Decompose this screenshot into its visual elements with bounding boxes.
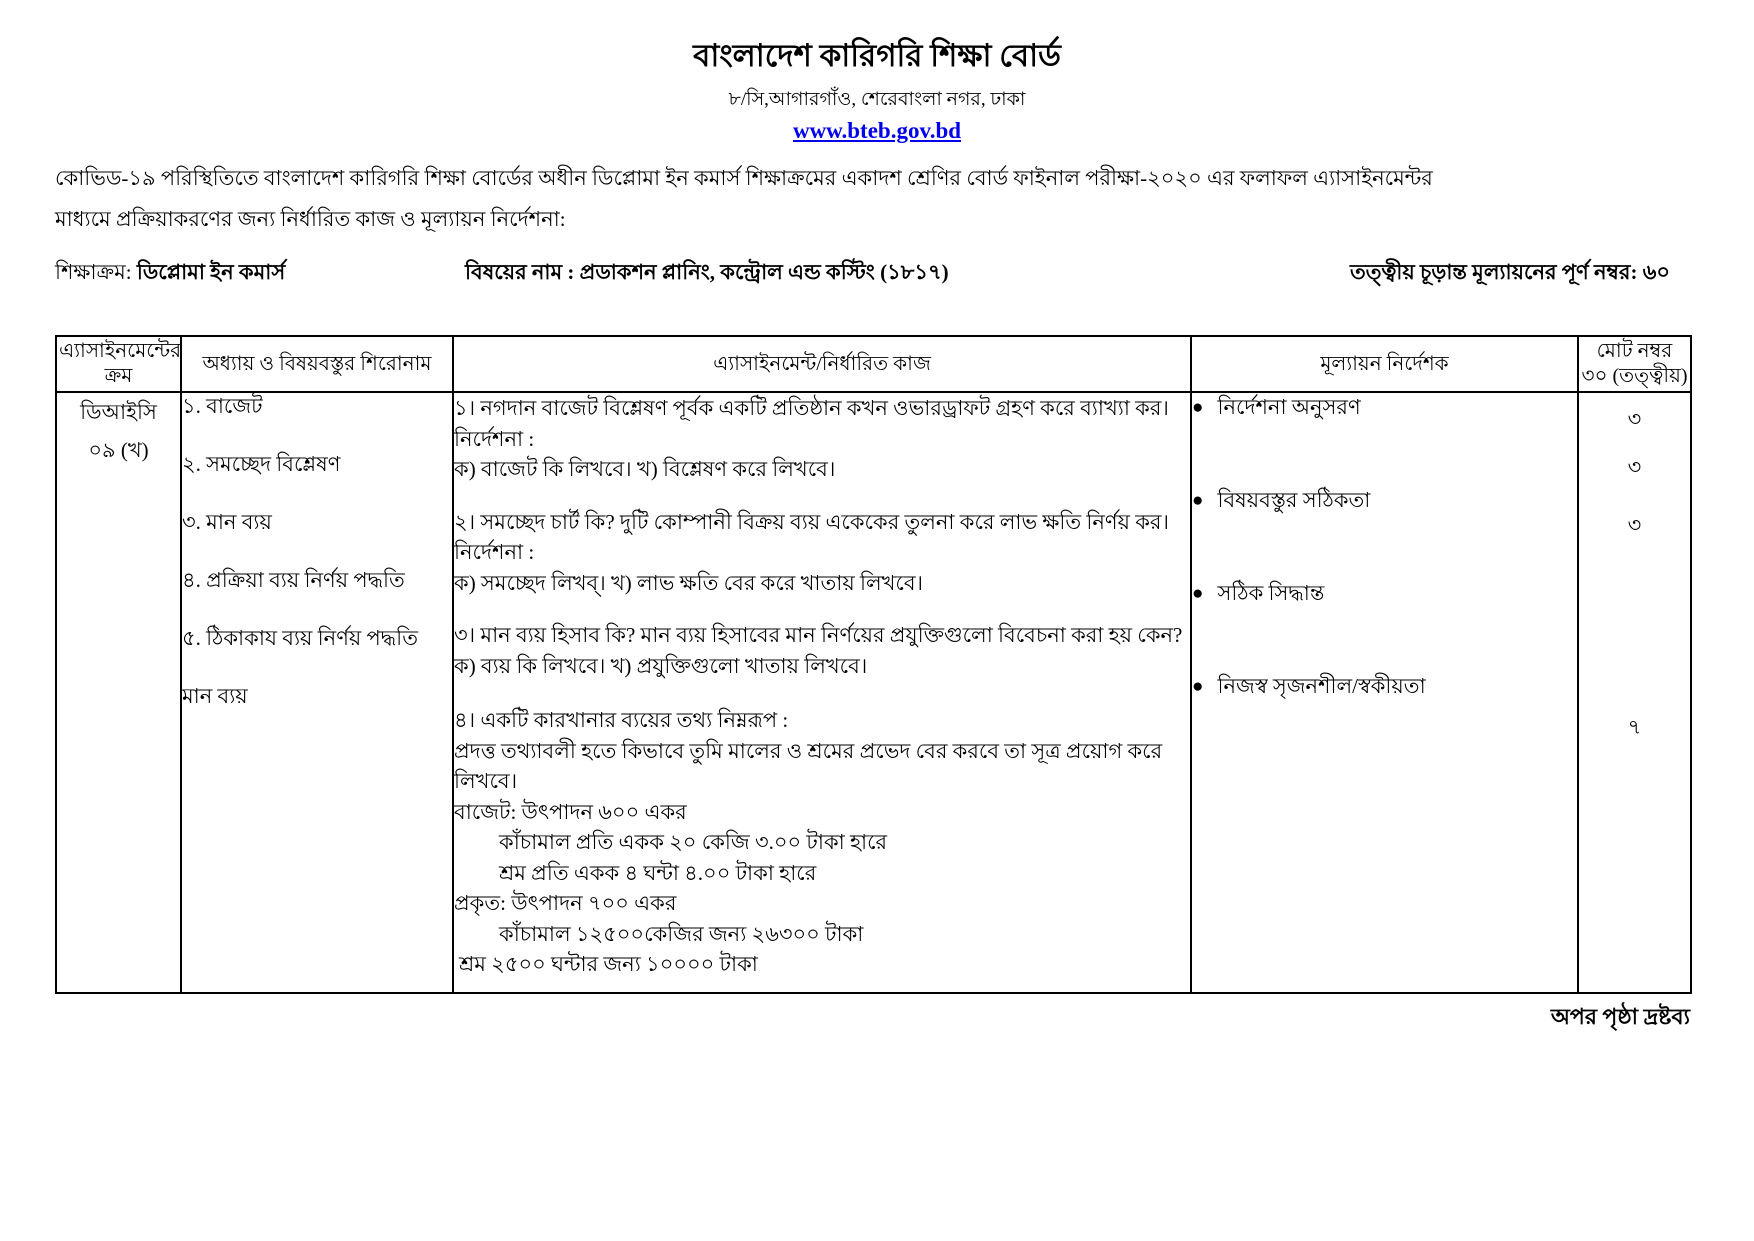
indicator-label: বিষয়বস্তুর সঠিকতা	[1217, 488, 1371, 512]
table-header-row	[56, 336, 1691, 392]
assignment-line: শ্রম প্রতি একক ৪ ঘন্টা ৪.০০ টাকা হারে	[499, 860, 817, 885]
chapter-item: ৩. মান ব্যয়	[182, 510, 272, 534]
indicator-item	[1192, 393, 1577, 422]
header-total-marks-line1: মোট নম্বর	[1596, 340, 1673, 362]
indicator-label: সঠিক সিদ্ধান্ত	[1217, 581, 1325, 605]
header-total-marks	[1578, 336, 1691, 392]
indicators-cell	[1191, 392, 1578, 993]
assignment-line: ক) সমচ্ছেদ লিখব্। খ) লাভ ক্ষতি বের করে খাতায় লিখবে।	[454, 570, 924, 595]
serial-number: ০৯ (খ)	[88, 438, 149, 462]
org-title: বাংলাদেশ কারিগরি শিক্ষা বোর্ড	[693, 38, 1061, 73]
mark-value: ৩	[1627, 455, 1642, 479]
mark-value: ৩	[1627, 407, 1642, 431]
header-assignment-serial-line1: এ্যাসাইনমেন্টের	[59, 340, 182, 362]
indicator-item	[1192, 579, 1577, 608]
spacer	[454, 485, 1190, 507]
header-assigned-work: এ্যাসাইনমেন্ট/নির্ধারিত কাজ	[453, 336, 1191, 392]
assignment-line: বাজেট: উৎপাদন ৬০০ একর	[454, 799, 687, 824]
header-chapter-title: অধ্যায় ও বিষয়বস্তুর শিরোনাম	[181, 336, 453, 392]
indicator-label: নিজস্ব সৃজনশীল/স্বকীয়তা	[1217, 674, 1426, 698]
bullet-icon: ●	[1192, 583, 1204, 604]
header-assignment-serial-line2: ক্রম	[104, 365, 133, 387]
course-info-line	[55, 256, 1690, 290]
chapters-cell	[181, 392, 453, 993]
assignment-line: ১। নগদান বাজেট বিশ্লেষণ পূর্বক একটি প্রতিষ্ঠান কখন ওভারড্রাফট গ্রহণ করে ব্যাখ্যা কর।	[454, 396, 1169, 420]
chapter-item: ৫. ঠিকাকায ব্যয় নির্ণয় পদ্ধতি	[182, 626, 418, 650]
assignment-line: ক) ব্যয় কি লিখবে। খ) প্রযুক্তিগুলো খাতায় লিখবে।	[454, 653, 868, 678]
assignment-line: নির্দেশনা :	[454, 540, 535, 564]
serial-cell	[56, 392, 181, 993]
header-assignment-serial	[56, 336, 181, 392]
header-total-marks-line2: ৩০ (তত্ত্বীয়)	[1581, 365, 1688, 387]
assignment-line: ক) বাজেট কি লিখবে। খ) বিশ্লেষণ করে লিখবে।	[454, 457, 836, 481]
chapter-item: ১. বাজেট	[182, 394, 263, 418]
intro-paragraph: কোভিড-১৯ পরিস্থিতিতে বাংলাদেশ কারিগরি শিক্ষা বোর্ডের অধীন ডিপ্লোমা ইন কমার্স শিক্ষাক্রমের একাদশ শ্রেণির বোর্ড ফাইনাল পরীক্ষা-২০২০ এর ফলাফল এ্যাসাইনমেন্টর মাধ্যমে প্রক্রিয়াকরণের জন্য নির্ধারিত কাজ ও মূল্যায়ন নির্দেশনা:	[55, 166, 1433, 231]
indicator-label: নির্দেশনা অনুসরণ	[1217, 395, 1361, 419]
program-label: শিক্ষাক্রম:	[55, 260, 137, 284]
assignment-cell	[453, 392, 1191, 993]
mark-value: ৭	[1627, 715, 1642, 739]
next-page-note: অপর পৃষ্ঠা দ্রষ্টব্য	[1550, 1004, 1690, 1029]
assignment-line: প্রদত্ত তথ্যাবলী হতে কিভাবে তুমি মালের ও শ্রমের প্রভেদ বের করবে তা সূত্র প্রয়োগ করে লিখবে।	[454, 738, 1163, 793]
assignment-line: নির্দেশনা :	[454, 426, 535, 451]
assignment-line: ৩। মান ব্যয় হিসাব কি? মান ব্যয় হিসাবের মান নির্ণয়ের প্রযুক্তিগুলো বিবেচনা করা হয় কেন?	[454, 623, 1183, 647]
bullet-icon: ●	[1192, 676, 1204, 697]
document-header	[0, 0, 1754, 144]
chapter-item: ৪. প্রক্রিয়া ব্যয় নির্ণয় পদ্ধতি	[182, 568, 405, 592]
spacer	[454, 681, 1190, 705]
assignment-line: ৪। একটি কারখানার ব্যয়ের তথ্য নিম্নরূপ :	[454, 708, 789, 732]
website-link-row	[0, 118, 1754, 144]
assignment-line: প্রকৃত: উৎপাদন ৭০০ একর	[454, 891, 677, 915]
assignment-line: ২। সমচ্ছেদ চার্ট কি? দুটি কোম্পানী বিক্রয় ব্যয় একেকের তুলনা করে লাভ ক্ষতি নির্ণয় কর।	[454, 509, 1169, 534]
indicator-item	[1192, 486, 1577, 515]
assignment-table	[55, 335, 1692, 994]
website-link[interactable]: www.bteb.gov.bd	[792, 118, 962, 143]
assignment-line: কাঁচামাল প্রতি একক ২০ কেজি ৩.০০ টাকা হারে	[499, 830, 888, 854]
mark-value: ৩	[1627, 513, 1642, 537]
header-evaluation-indicator: মূল্যায়ন নির্দেশক	[1191, 336, 1578, 392]
bullet-icon: ●	[1192, 397, 1204, 418]
bullet-icon: ●	[1192, 490, 1204, 511]
program-value: ডিপ্লোমা ইন কমার্স	[136, 260, 286, 284]
chapter-item: মান ব্যয়	[182, 684, 248, 708]
spacer	[454, 598, 1190, 620]
assignment-line: কাঁচামাল ১২৫০০কেজির জন্য ২৬৩০০ টাকা	[499, 921, 864, 946]
subject-name: বিষয়ের নাম : প্রডাকশন প্লানিং, কন্ট্রোল এন্ড কস্টিং (১৮১৭)	[465, 260, 949, 284]
marks-cell	[1578, 392, 1691, 993]
org-address: ৮/সি,আগারগাঁও, শেরেবাংলা নগর, ঢাকা	[728, 89, 1026, 110]
serial-code: ডিআইসি	[80, 400, 157, 424]
table-row	[56, 392, 1691, 993]
indicator-item	[1192, 672, 1577, 701]
program-field	[55, 256, 285, 291]
chapter-item: ২. সমচ্ছেদ বিশ্লেষণ	[182, 452, 341, 476]
assignment-line: শ্রম ২৫০০ ঘন্টার জন্য ১০০০০ টাকা	[459, 952, 758, 976]
total-marks-info: তত্ত্বীয় চূড়ান্ত মূল্যায়নের পূর্ণ নম্বর: ৬০	[1349, 260, 1670, 284]
